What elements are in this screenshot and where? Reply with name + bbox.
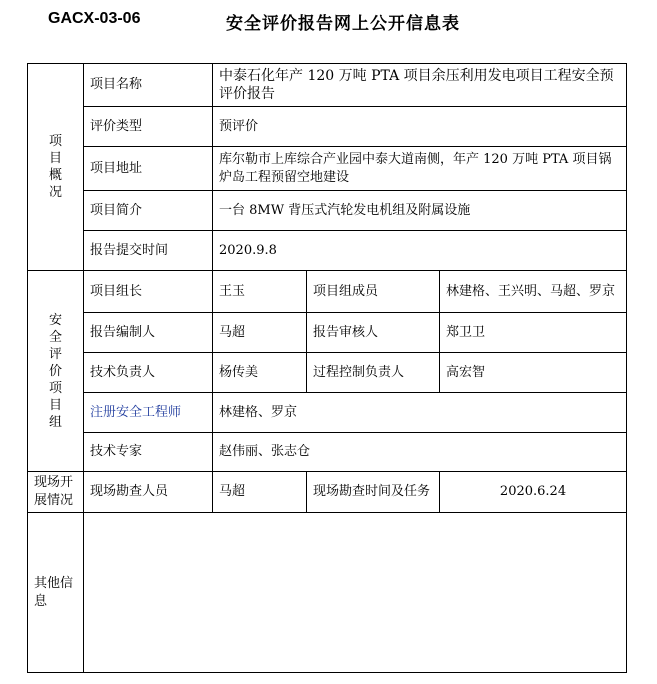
submit-time-value: 2020.9.8 (213, 231, 627, 271)
reviewer-label: 报告审核人 (307, 313, 440, 353)
table-row (28, 64, 627, 107)
table-row (28, 191, 627, 231)
table-row (28, 313, 627, 353)
section-label-overview: 项目概况 (28, 64, 84, 271)
time-task-value: 2020.6.24 (440, 472, 627, 513)
other-info-content (84, 513, 627, 673)
project-name-value: 中泰石化年产 120 万吨 PTA 项目余压利用发电项目工程安全预评价报告 (213, 64, 627, 107)
section-label-team: 安全评价项目组 (28, 271, 84, 472)
table-row (28, 393, 627, 433)
info-table (27, 63, 627, 673)
project-name-label: 项目名称 (84, 64, 213, 107)
table-row (28, 231, 627, 271)
author-value: 马超 (213, 313, 307, 353)
brief-value: 一台 8MW 背压式汽轮发电机组及附属设施 (213, 191, 627, 231)
tech-lead-label: 技术负责人 (84, 353, 213, 393)
table-row (28, 433, 627, 472)
document-title: 安全评价报告网上公开信息表 (226, 14, 460, 34)
inspector-value: 马超 (213, 472, 307, 513)
eval-type-label: 评价类型 (84, 107, 213, 147)
process-lead-value: 高宏智 (440, 353, 627, 393)
engineer-value: 林建格、罗京 (213, 393, 627, 433)
table-row (28, 147, 627, 191)
members-label: 项目组成员 (307, 271, 440, 313)
section-label-site: 现场开展情况 (28, 472, 84, 513)
address-label: 项目地址 (84, 147, 213, 191)
time-task-label: 现场勘查时间及任务 (307, 472, 440, 513)
expert-label: 技术专家 (84, 433, 213, 472)
table-row (28, 353, 627, 393)
table-row (28, 107, 627, 147)
engineer-label: 注册安全工程师 (84, 393, 213, 433)
document-code: GACX-03-06 (48, 10, 141, 27)
tech-lead-value: 杨传美 (213, 353, 307, 393)
process-lead-label: 过程控制负责人 (307, 353, 440, 393)
table-row (28, 271, 627, 313)
submit-time-label: 报告提交时间 (84, 231, 213, 271)
members-value: 林建格、王兴明、马超、罗京 (440, 271, 627, 313)
inspector-label: 现场勘查人员 (84, 472, 213, 513)
leader-value: 王玉 (213, 271, 307, 313)
author-label: 报告编制人 (84, 313, 213, 353)
brief-label: 项目简介 (84, 191, 213, 231)
eval-type-value: 预评价 (213, 107, 627, 147)
table-row (28, 472, 627, 513)
table-row (28, 513, 627, 673)
reviewer-value: 郑卫卫 (440, 313, 627, 353)
section-label-other: 其他信息 (28, 513, 84, 673)
address-value: 库尔勒市上库综合产业园中泰大道南侧，年产 120 万吨 PTA 项目锅炉岛工程预留空地建设 (213, 147, 627, 191)
expert-value: 赵伟丽、张志仓 (213, 433, 627, 472)
leader-label: 项目组长 (84, 271, 213, 313)
